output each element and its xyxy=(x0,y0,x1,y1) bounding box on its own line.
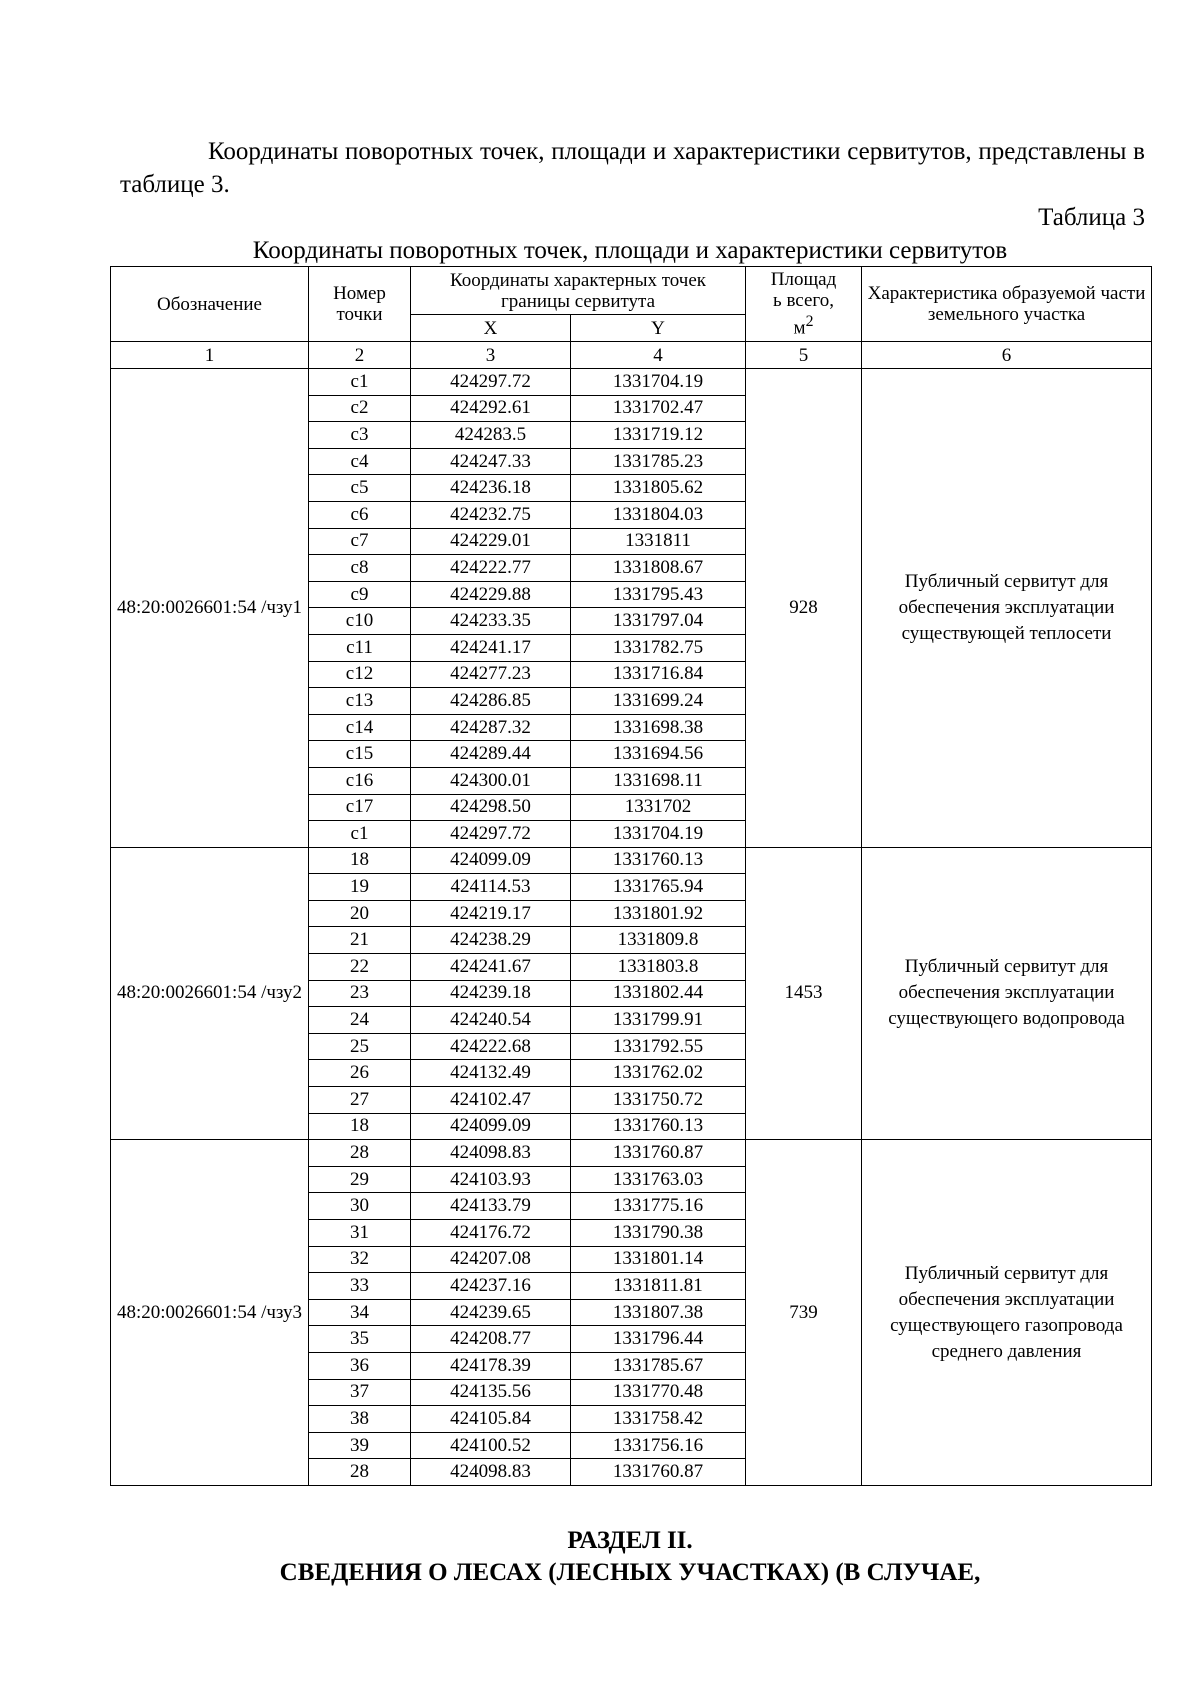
y-coordinate-cell: 1331698.38 xyxy=(571,714,746,741)
x-coordinate-cell: 424232.75 xyxy=(411,501,571,528)
characteristic-cell: Публичный сервитут для обеспечения эксплуатации существующего водопровода xyxy=(862,847,1152,1140)
x-coordinate-cell: 424297.72 xyxy=(411,821,571,848)
y-coordinate-cell: 1331702.47 xyxy=(571,395,746,422)
point-number-cell: 21 xyxy=(309,927,411,954)
y-coordinate-cell: 1331775.16 xyxy=(571,1193,746,1220)
column-number: 4 xyxy=(571,342,746,369)
x-coordinate-cell: 424298.50 xyxy=(411,794,571,821)
point-number-cell: с7 xyxy=(309,528,411,555)
y-coordinate-cell: 1331785.23 xyxy=(571,448,746,475)
y-coordinate-cell: 1331782.75 xyxy=(571,634,746,661)
point-number-cell: 28 xyxy=(309,1459,411,1486)
x-coordinate-cell: 424236.18 xyxy=(411,475,571,502)
x-coordinate-cell: 424237.16 xyxy=(411,1273,571,1300)
y-coordinate-cell: 1331808.67 xyxy=(571,555,746,582)
point-number-cell: 26 xyxy=(309,1060,411,1087)
y-coordinate-cell: 1331704.19 xyxy=(571,369,746,396)
x-coordinate-cell: 424208.77 xyxy=(411,1326,571,1353)
y-coordinate-cell: 1331792.55 xyxy=(571,1033,746,1060)
point-number-cell: 37 xyxy=(309,1379,411,1406)
y-coordinate-cell: 1331763.03 xyxy=(571,1166,746,1193)
header-coordinates: Координаты характерных точек границы сервитута xyxy=(411,267,746,315)
x-coordinate-cell: 424100.52 xyxy=(411,1432,571,1459)
column-number: 1 xyxy=(111,342,309,369)
point-number-cell: 18 xyxy=(309,1113,411,1140)
x-coordinate-cell: 424222.77 xyxy=(411,555,571,582)
x-coordinate-cell: 424287.32 xyxy=(411,714,571,741)
table-label: Таблица 3 xyxy=(1038,204,1145,231)
x-coordinate-cell: 424239.65 xyxy=(411,1299,571,1326)
point-number-cell: с14 xyxy=(309,714,411,741)
y-coordinate-cell: 1331811 xyxy=(571,528,746,555)
point-number-cell: 22 xyxy=(309,954,411,981)
y-coordinate-cell: 1331770.48 xyxy=(571,1379,746,1406)
y-coordinate-cell: 1331801.92 xyxy=(571,900,746,927)
y-coordinate-cell: 1331807.38 xyxy=(571,1299,746,1326)
x-coordinate-cell: 424176.72 xyxy=(411,1220,571,1247)
table-row xyxy=(111,369,1152,396)
x-coordinate-cell: 424241.17 xyxy=(411,634,571,661)
designation-cell: 48:20:0026601:54 /чзу1 xyxy=(111,369,309,848)
header-x: X xyxy=(411,315,571,342)
y-coordinate-cell: 1331802.44 xyxy=(571,980,746,1007)
x-coordinate-cell: 424114.53 xyxy=(411,874,571,901)
y-coordinate-cell: 1331760.13 xyxy=(571,847,746,874)
x-coordinate-cell: 424222.68 xyxy=(411,1033,571,1060)
y-coordinate-cell: 1331760.13 xyxy=(571,1113,746,1140)
y-coordinate-cell: 1331719.12 xyxy=(571,422,746,449)
y-coordinate-cell: 1331716.84 xyxy=(571,661,746,688)
y-coordinate-cell: 1331795.43 xyxy=(571,581,746,608)
x-coordinate-cell: 424219.17 xyxy=(411,900,571,927)
table-title: Координаты поворотных точек, площади и характеристики сервитутов xyxy=(252,237,1008,264)
section-subheading: СВЕДЕНИЯ О ЛЕСАХ (ЛЕСНЫХ УЧАСТКАХ) (В СЛУЧАЕ, xyxy=(279,1559,981,1586)
y-coordinate-cell: 1331704.19 xyxy=(571,821,746,848)
x-coordinate-cell: 424247.33 xyxy=(411,448,571,475)
point-number-cell: 31 xyxy=(309,1220,411,1247)
y-coordinate-cell: 1331790.38 xyxy=(571,1220,746,1247)
column-number: 6 xyxy=(862,342,1152,369)
y-coordinate-cell: 1331758.42 xyxy=(571,1406,746,1433)
column-number: 3 xyxy=(411,342,571,369)
servitude-table xyxy=(110,266,1152,1486)
point-number-cell: с16 xyxy=(309,767,411,794)
header-characteristic: Характеристика образуемой части земельного участка xyxy=(862,267,1152,342)
x-coordinate-cell: 424099.09 xyxy=(411,847,571,874)
y-coordinate-cell: 1331698.11 xyxy=(571,767,746,794)
header-area: Площад ь всего, $м^2$ xyxy=(746,267,862,342)
x-coordinate-cell: 424099.09 xyxy=(411,1113,571,1140)
x-coordinate-cell: 424102.47 xyxy=(411,1087,571,1114)
y-coordinate-cell: 1331804.03 xyxy=(571,501,746,528)
section-heading: РАЗДЕЛ II. xyxy=(567,1527,693,1554)
x-coordinate-cell: 424286.85 xyxy=(411,688,571,715)
point-number-cell: 36 xyxy=(309,1352,411,1379)
x-coordinate-cell: 424105.84 xyxy=(411,1406,571,1433)
point-number-cell: 32 xyxy=(309,1246,411,1273)
point-number-cell: с3 xyxy=(309,422,411,449)
area-cell: 739 xyxy=(746,1140,862,1486)
column-number: 5 xyxy=(746,342,862,369)
point-number-cell: 23 xyxy=(309,980,411,1007)
point-number-cell: с13 xyxy=(309,688,411,715)
point-number-cell: 25 xyxy=(309,1033,411,1060)
x-coordinate-cell: 424135.56 xyxy=(411,1379,571,1406)
header-designation: Обозначение xyxy=(111,267,309,342)
x-coordinate-cell: 424283.5 xyxy=(411,422,571,449)
x-coordinate-cell: 424238.29 xyxy=(411,927,571,954)
x-coordinate-cell: 424207.08 xyxy=(411,1246,571,1273)
point-number-cell: 20 xyxy=(309,900,411,927)
characteristic-cell: Публичный сервитут для обеспечения эксплуатации существующего газопровода среднего давления xyxy=(862,1140,1152,1486)
x-coordinate-cell: 424292.61 xyxy=(411,395,571,422)
y-coordinate-cell: 1331699.24 xyxy=(571,688,746,715)
table-body xyxy=(111,369,1152,1486)
x-coordinate-cell: 424241.67 xyxy=(411,954,571,981)
header-point-number: Номер точки xyxy=(309,267,411,342)
point-number-cell: с6 xyxy=(309,501,411,528)
point-number-cell: с12 xyxy=(309,661,411,688)
y-coordinate-cell: 1331750.72 xyxy=(571,1087,746,1114)
y-coordinate-cell: 1331805.62 xyxy=(571,475,746,502)
point-number-cell: 30 xyxy=(309,1193,411,1220)
y-coordinate-cell: 1331801.14 xyxy=(571,1246,746,1273)
x-coordinate-cell: 424098.83 xyxy=(411,1459,571,1486)
point-number-cell: 18 xyxy=(309,847,411,874)
y-coordinate-cell: 1331809.8 xyxy=(571,927,746,954)
point-number-cell: с11 xyxy=(309,634,411,661)
column-number: 2 xyxy=(309,342,411,369)
x-coordinate-cell: 424239.18 xyxy=(411,980,571,1007)
x-coordinate-cell: 424277.23 xyxy=(411,661,571,688)
table-row xyxy=(111,1140,1152,1167)
characteristic-cell: Публичный сервитут для обеспечения эксплуатации существующей теплосети xyxy=(862,369,1152,848)
point-number-cell: 35 xyxy=(309,1326,411,1353)
y-coordinate-cell: 1331765.94 xyxy=(571,874,746,901)
y-coordinate-cell: 1331796.44 xyxy=(571,1326,746,1353)
y-coordinate-cell: 1331799.91 xyxy=(571,1007,746,1034)
point-number-cell: с15 xyxy=(309,741,411,768)
y-coordinate-cell: 1331756.16 xyxy=(571,1432,746,1459)
y-coordinate-cell: 1331694.56 xyxy=(571,741,746,768)
x-coordinate-cell: 424289.44 xyxy=(411,741,571,768)
point-number-cell: 33 xyxy=(309,1273,411,1300)
x-coordinate-cell: 424098.83 xyxy=(411,1140,571,1167)
y-coordinate-cell: 1331811.81 xyxy=(571,1273,746,1300)
y-coordinate-cell: 1331760.87 xyxy=(571,1140,746,1167)
x-coordinate-cell: 424133.79 xyxy=(411,1193,571,1220)
point-number-cell: 34 xyxy=(309,1299,411,1326)
y-coordinate-cell: 1331762.02 xyxy=(571,1060,746,1087)
y-coordinate-cell: 1331702 xyxy=(571,794,746,821)
designation-cell: 48:20:0026601:54 /чзу3 xyxy=(111,1140,309,1486)
y-coordinate-cell: 1331785.67 xyxy=(571,1352,746,1379)
point-number-cell: с10 xyxy=(309,608,411,635)
y-coordinate-cell: 1331797.04 xyxy=(571,608,746,635)
header-y: Y xyxy=(571,315,746,342)
point-number-cell: с17 xyxy=(309,794,411,821)
point-number-cell: 29 xyxy=(309,1166,411,1193)
x-coordinate-cell: 424132.49 xyxy=(411,1060,571,1087)
point-number-cell: с5 xyxy=(309,475,411,502)
point-number-cell: 27 xyxy=(309,1087,411,1114)
point-number-cell: 28 xyxy=(309,1140,411,1167)
x-coordinate-cell: 424297.72 xyxy=(411,369,571,396)
point-number-cell: с1 xyxy=(309,369,411,396)
point-number-cell: с4 xyxy=(309,448,411,475)
x-coordinate-cell: 424233.35 xyxy=(411,608,571,635)
point-number-cell: с9 xyxy=(309,581,411,608)
point-number-cell: 24 xyxy=(309,1007,411,1034)
x-coordinate-cell: 424240.54 xyxy=(411,1007,571,1034)
x-coordinate-cell: 424229.01 xyxy=(411,528,571,555)
x-coordinate-cell: 424178.39 xyxy=(411,1352,571,1379)
designation-cell: 48:20:0026601:54 /чзу2 xyxy=(111,847,309,1140)
x-coordinate-cell: 424103.93 xyxy=(411,1166,571,1193)
intro-paragraph: Координаты поворотных точек, площади и характеристики сервитутов, представлены в таблице 3. xyxy=(120,138,1145,198)
point-number-cell: 19 xyxy=(309,874,411,901)
area-cell: 928 xyxy=(746,369,862,848)
point-number-cell: 38 xyxy=(309,1406,411,1433)
y-coordinate-cell: 1331760.87 xyxy=(571,1459,746,1486)
x-coordinate-cell: 424300.01 xyxy=(411,767,571,794)
y-coordinate-cell: 1331803.8 xyxy=(571,954,746,981)
point-number-cell: с2 xyxy=(309,395,411,422)
point-number-cell: с1 xyxy=(309,821,411,848)
x-coordinate-cell: 424229.88 xyxy=(411,581,571,608)
point-number-cell: с8 xyxy=(309,555,411,582)
area-cell: 1453 xyxy=(746,847,862,1140)
table-row xyxy=(111,847,1152,874)
point-number-cell: 39 xyxy=(309,1432,411,1459)
